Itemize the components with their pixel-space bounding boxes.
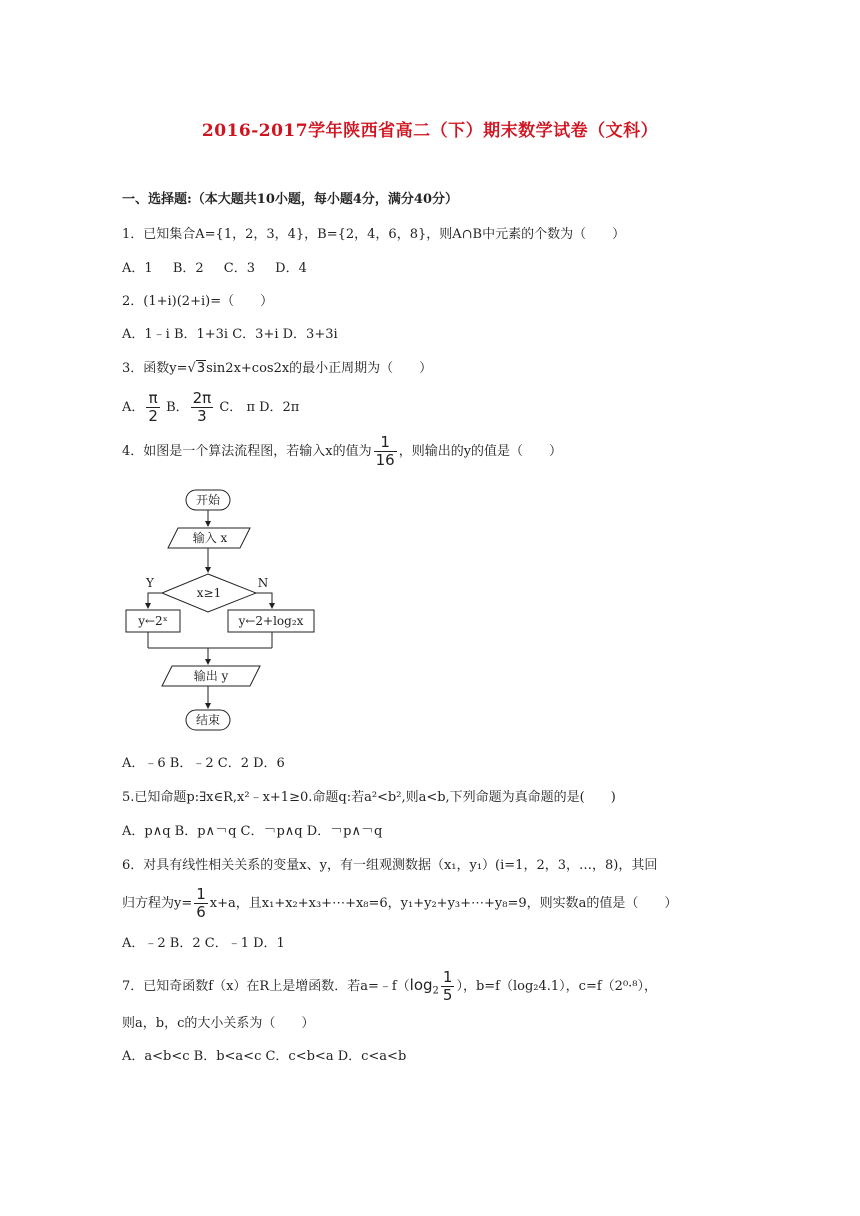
log-base: 2 xyxy=(432,985,439,997)
question-7-options: A．a<b<c B．b<a<c C．c<b<a D．c<a<b xyxy=(122,1049,407,1064)
section-heading: 一、选择题:（本大题共10小题，每小题4分，满分40分） xyxy=(122,192,459,207)
question-7-line-1 xyxy=(122,967,657,1010)
question-6-options: A．﹣2 B．2 C．﹣1 D．1 xyxy=(122,936,285,951)
end-label: 结束 xyxy=(195,713,221,727)
option-a-label: A． xyxy=(122,400,145,415)
question-6-line-1: 6．对具有线性相关关系的变量x、y，有一组观测数据（x₁，y₁）(i=1，2，3，…，8)，其回 xyxy=(122,858,658,873)
option-d: D．4 xyxy=(275,261,307,276)
question-3-suffix: sin2x+cos2x的最小正周期为（ ） xyxy=(206,361,433,376)
fraction-1-over-6: $\frac{1}{6}$ xyxy=(196,885,206,921)
question-3-prefix: 3．函数y= xyxy=(122,361,188,376)
fraction-1-over-5: $\frac{1}{5}$ xyxy=(442,968,453,1004)
question-2: 2．(1+i)(2+i)=（ ） xyxy=(122,294,274,309)
sqrt-expression: √3 xyxy=(187,361,206,376)
options-c-d: C． π D．2π xyxy=(219,400,300,415)
fraction-2pi-over-3: $\frac{2\pi}{3}$ xyxy=(192,389,212,425)
start-label: 开始 xyxy=(195,493,221,507)
question-4-suffix: ，则输出的y的值是（ ） xyxy=(398,444,563,459)
question-3 xyxy=(122,359,432,379)
option-b: B．2 xyxy=(172,261,204,276)
question-5: 5.已知命题p:∃x∈R,x²﹣x+1≥0.命题q:若a²<b²,则a<b,下列命题为真命题的是( ) xyxy=(122,790,616,805)
question-1: 1．已知集合A={1，2，3，4}，B={2，4，6，8}，则A∩B中元素的个数为（ ） xyxy=(122,227,626,242)
question-7-suffix: ），b=f（log₂4.1），c=f（2⁰·⁸）， xyxy=(456,979,657,994)
question-4-options: A．﹣6 B．﹣2 C．2 D．6 xyxy=(122,756,285,771)
question-4 xyxy=(122,434,562,470)
fraction-pi-over-2: $\frac{\pi}{2}$ xyxy=(148,389,158,425)
output-label: 输出 y xyxy=(193,669,229,683)
fraction-1-over-16: $\frac{1}{16}$ xyxy=(375,433,395,469)
question-4-prefix: 4．如图是一个算法流程图，若输入x的值为 xyxy=(122,444,372,459)
question-7-line-2: 则a，b，c的大小关系为（ ） xyxy=(122,1016,315,1031)
yes-label: Y xyxy=(146,576,154,590)
no-label: N xyxy=(257,576,269,590)
option-b-label: B． xyxy=(166,400,189,415)
option-a: A．1 xyxy=(122,261,153,276)
question-1-options xyxy=(122,259,307,279)
condition-label: x≥1 xyxy=(196,586,222,600)
flowchart xyxy=(120,486,320,746)
question-3-options xyxy=(122,390,299,426)
question-2-options: A．1﹣i B．1+3i C．3+i D．3+3i xyxy=(122,327,338,342)
question-6-line-2 xyxy=(122,886,677,922)
question-7-prefix: 7．已知奇函数f（x）在R上是增函数．若a=﹣f（ xyxy=(122,979,410,994)
radicand: 3 xyxy=(196,361,206,376)
input-label: 输入 x xyxy=(192,531,228,545)
right-assign-label: y←2+log₂x xyxy=(238,614,304,628)
question-6-suffix: x+a，且x₁+x₂+x₃+⋯+x₈=6，y₁+y₂+y₃+⋯+y₈=9，则实数a的值是（ ） xyxy=(209,896,678,911)
question-5-options: A．p∧q B．p∧￢q C．￢p∧q D．￢p∧￢q xyxy=(122,824,383,839)
exam-title: 2016-2017学年陕西省高二（下）期末数学试卷（文科） xyxy=(201,121,659,141)
log-symbol: log xyxy=(409,976,433,994)
question-6-prefix: 归方程为y= xyxy=(122,896,193,911)
option-c: C．3 xyxy=(223,261,255,276)
left-assign-label: y←2ˣ xyxy=(138,614,168,628)
